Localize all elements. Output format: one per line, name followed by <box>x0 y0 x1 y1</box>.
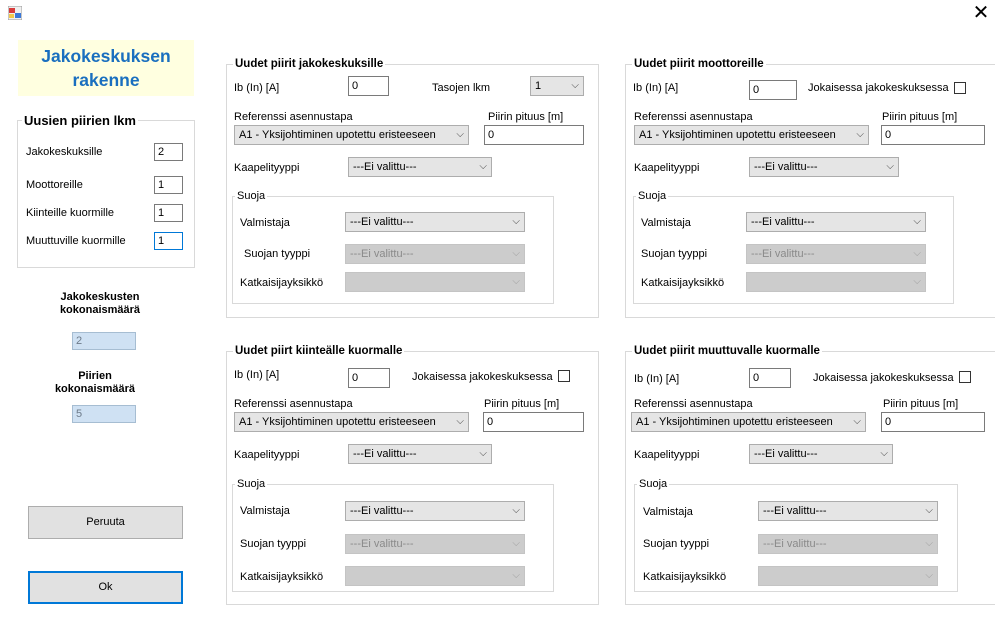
fixed-protection-type-label: Suojan tyyppi <box>240 538 307 550</box>
motor-protection-type-label: Suojan tyyppi <box>641 248 708 260</box>
fixed-cable-value: ---Ei valittu--- <box>353 448 417 460</box>
motor-cable-label: Kaapelityyppi <box>634 162 700 174</box>
motor-ref-value: A1 - Yksijohtiminen upotettu eristeeseen <box>639 129 836 141</box>
motor-ref-label: Referenssi asennustapa <box>634 111 753 123</box>
form-title-line2: rakenne <box>72 70 140 90</box>
distribution-total-field <box>72 332 136 350</box>
fixed-manufacturer-dropdown[interactable] <box>345 501 525 521</box>
distribution-total-label-line2: kokonaismäärä <box>59 304 141 316</box>
fixed-cable-dropdown[interactable] <box>348 444 492 464</box>
distribution-manufacturer-dropdown[interactable] <box>345 212 525 232</box>
motor-manufacturer-value: ---Ei valittu--- <box>751 216 815 228</box>
chevron-down-icon: ⌵ <box>571 80 579 91</box>
distribution-ib-label: Ib (In) [A] <box>234 82 280 94</box>
fixed-breaker-dropdown <box>345 566 525 586</box>
chevron-down-icon: ⌵ <box>925 570 933 581</box>
distribution-protection-type-label: Suojan tyyppi <box>244 248 311 260</box>
variable-protection-type-value: ---Ei valittu--- <box>763 538 827 550</box>
count-variable-input[interactable] <box>154 232 183 250</box>
distribution-manufacturer-label: Valmistaja <box>240 217 290 229</box>
distribution-total-label-line1: Jakokeskusten <box>60 291 140 303</box>
fixed-ref-label: Referenssi asennustapa <box>234 398 353 410</box>
fixed-breaker-label: Katkaisijayksikkö <box>240 571 324 583</box>
chevron-down-icon: ⌵ <box>856 129 864 140</box>
distribution-cable-dropdown[interactable] <box>348 157 492 177</box>
chevron-down-icon: ⌵ <box>913 216 921 227</box>
motor-each-center-checkbox[interactable] <box>954 82 966 94</box>
chevron-down-icon: ⌵ <box>913 276 921 287</box>
variable-length-input[interactable] <box>881 412 985 432</box>
distribution-ref-dropdown[interactable] <box>234 125 469 145</box>
variable-ref-value: A1 - Yksijohtiminen upotettu eristeeseen <box>636 416 833 428</box>
circuit-total-label-line2: kokonaismäärä <box>54 383 136 395</box>
circuit-total-field <box>72 405 136 423</box>
motor-circuits-legend: Uudet piirit moottoreille <box>634 58 764 70</box>
distribution-cable-label: Kaapelityyppi <box>234 162 300 174</box>
chevron-down-icon: ⌵ <box>512 248 520 259</box>
distribution-cable-value: ---Ei valittu--- <box>353 161 417 173</box>
variable-cable-label: Kaapelityyppi <box>634 449 700 461</box>
motor-length-input[interactable] <box>881 125 985 145</box>
variable-protection-type-dropdown <box>758 534 938 554</box>
count-label-motors: Moottoreille <box>26 179 83 191</box>
motor-manufacturer-dropdown[interactable] <box>746 212 926 232</box>
variable-each-center-checkbox[interactable] <box>959 371 971 383</box>
motor-cable-value: ---Ei valittu--- <box>754 161 818 173</box>
form-title-line1: Jakokeskuksen <box>41 46 171 66</box>
motor-protection-legend: Suoja <box>638 190 667 202</box>
variable-manufacturer-value: ---Ei valittu--- <box>763 505 827 517</box>
circuit-total-label-line1: Piirien <box>78 370 112 382</box>
chevron-down-icon: ⌵ <box>456 416 464 427</box>
circuit-total-label <box>25 370 165 396</box>
levels-dropdown[interactable] <box>530 76 584 96</box>
variable-each-center-label: Jokaisessa jakokeskuksessa <box>813 372 954 384</box>
chevron-down-icon: ⌵ <box>880 448 888 459</box>
distribution-breaker-label: Katkaisijayksikkö <box>240 277 324 289</box>
fixed-ib-input[interactable] <box>348 368 390 388</box>
variable-cable-value: ---Ei valittu--- <box>754 448 818 460</box>
variable-breaker-dropdown <box>758 566 938 586</box>
count-label-fixed: Kiinteille kuormille <box>26 207 115 219</box>
levels-label: Tasojen lkm <box>432 82 491 94</box>
fixed-protection-legend: Suoja <box>237 478 266 490</box>
variable-ref-label: Referenssi asennustapa <box>634 398 753 410</box>
app-icon <box>8 6 22 20</box>
variable-ib-input[interactable] <box>749 368 791 388</box>
form-title <box>18 40 194 96</box>
fixed-protection-type-dropdown <box>345 534 525 554</box>
variable-ref-dropdown[interactable] <box>631 412 866 432</box>
motor-length-label: Piirin pituus [m] <box>882 111 958 123</box>
variable-protection-type-label: Suojan tyyppi <box>643 538 710 550</box>
levels-value: 1 <box>535 80 542 92</box>
fixed-protection-type-value: ---Ei valittu--- <box>350 538 414 550</box>
motor-protection-type-dropdown <box>746 244 926 264</box>
motor-manufacturer-label: Valmistaja <box>641 217 691 229</box>
fixed-cable-label: Kaapelityyppi <box>234 449 300 461</box>
variable-ib-label: Ib (In) [A] <box>634 373 680 385</box>
motor-breaker-label: Katkaisijayksikkö <box>641 277 725 289</box>
count-label-variable: Muuttuville kuormille <box>26 235 126 247</box>
chevron-down-icon: ⌵ <box>512 570 520 581</box>
variable-protection-legend: Suoja <box>639 478 668 490</box>
distribution-circuits-legend: Uudet piirit jakokeskuksille <box>235 58 384 70</box>
distribution-manufacturer-value: ---Ei valittu--- <box>350 216 414 228</box>
motor-ref-dropdown[interactable] <box>634 125 869 145</box>
chevron-down-icon: ⌵ <box>512 505 520 516</box>
fixed-ref-dropdown[interactable] <box>234 412 469 432</box>
fixed-ib-label: Ib (In) [A] <box>234 369 280 381</box>
close-icon[interactable]: ✕ <box>972 2 990 24</box>
variable-breaker-label: Katkaisijayksikkö <box>643 571 727 583</box>
variable-manufacturer-dropdown[interactable] <box>758 501 938 521</box>
fixed-length-label: Piirin pituus [m] <box>484 398 560 410</box>
count-label-distribution: Jakokeskuksille <box>26 146 103 158</box>
chevron-down-icon: ⌵ <box>512 276 520 287</box>
motor-cable-dropdown[interactable] <box>749 157 899 177</box>
chevron-down-icon: ⌵ <box>456 129 464 140</box>
distribution-breaker-dropdown <box>345 272 525 292</box>
chevron-down-icon: ⌵ <box>913 248 921 259</box>
fixed-each-center-checkbox[interactable] <box>558 370 570 382</box>
chevron-down-icon: ⌵ <box>512 216 520 227</box>
fixed-manufacturer-label: Valmistaja <box>240 505 290 517</box>
motor-ib-label: Ib (In) [A] <box>633 82 679 94</box>
distribution-protection-type-dropdown <box>345 244 525 264</box>
chevron-down-icon: ⌵ <box>886 161 894 172</box>
variable-load-circuits-legend: Uudet piirit muuttuvalle kuormalle <box>634 345 820 357</box>
fixed-length-input[interactable] <box>483 412 584 432</box>
distribution-ib-input[interactable] <box>348 76 389 96</box>
ok-button[interactable]: Ok <box>28 571 183 604</box>
distribution-total-label <box>30 291 170 317</box>
fixed-load-circuits-legend: Uudet piirt kiinteälle kuormalle <box>235 345 403 357</box>
motor-ib-input[interactable] <box>749 80 797 100</box>
chevron-down-icon: ⌵ <box>479 448 487 459</box>
count-motors-input[interactable] <box>154 176 183 194</box>
motor-protection-type-value: ---Ei valittu--- <box>751 248 815 260</box>
motor-each-center-label: Jokaisessa jakokeskuksessa <box>808 82 949 94</box>
count-fixed-input[interactable] <box>154 204 183 222</box>
fixed-manufacturer-value: ---Ei valittu--- <box>350 505 414 517</box>
chevron-down-icon: ⌵ <box>512 538 520 549</box>
distribution-ref-value: A1 - Yksijohtiminen upotettu eristeeseen <box>239 129 436 141</box>
chevron-down-icon: ⌵ <box>925 538 933 549</box>
distribution-protection-legend: Suoja <box>237 190 266 202</box>
motor-breaker-dropdown <box>746 272 926 292</box>
new-circuit-count-legend: Uusien piirien lkm <box>24 113 136 128</box>
chevron-down-icon: ⌵ <box>479 161 487 172</box>
variable-manufacturer-label: Valmistaja <box>643 506 693 518</box>
distribution-ref-label: Referenssi asennustapa <box>234 111 353 123</box>
count-distribution-input[interactable] <box>154 143 183 161</box>
chevron-down-icon: ⌵ <box>853 416 861 427</box>
variable-cable-dropdown[interactable] <box>749 444 893 464</box>
cancel-button[interactable]: Peruuta <box>28 506 183 539</box>
fixed-ref-value: A1 - Yksijohtiminen upotettu eristeeseen <box>239 416 436 428</box>
variable-length-label: Piirin pituus [m] <box>883 398 959 410</box>
distribution-protection-type-value: ---Ei valittu--- <box>350 248 414 260</box>
distribution-length-input[interactable] <box>484 125 584 145</box>
distribution-length-label: Piirin pituus [m] <box>488 111 564 123</box>
fixed-each-center-label: Jokaisessa jakokeskuksessa <box>412 371 553 383</box>
chevron-down-icon: ⌵ <box>925 505 933 516</box>
